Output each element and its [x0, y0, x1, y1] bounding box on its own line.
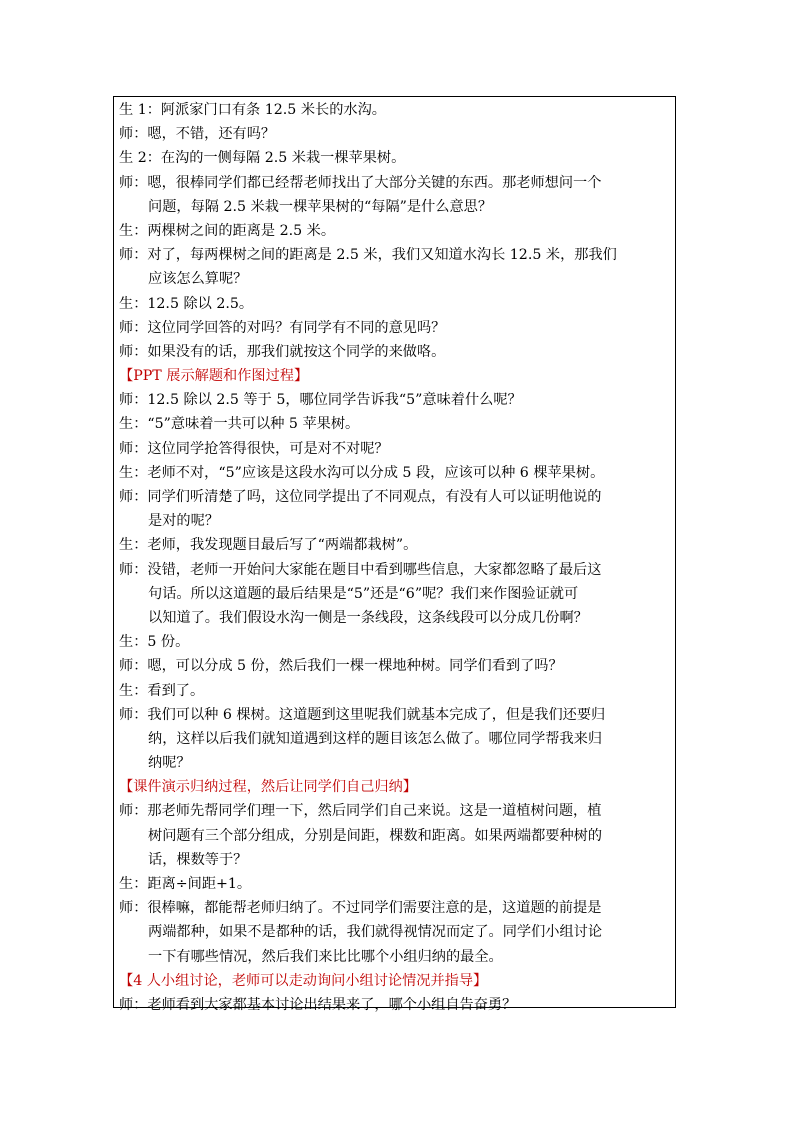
student-line: 生：距离÷间距+1。	[119, 876, 252, 892]
teacher-line: 师：嗯，不错，还有吗？	[119, 126, 276, 143]
teacher-line: 师：对了，每两棵树之间的距离是 2.5 米，我们又知道水沟长 12.5 米，那我们	[119, 247, 617, 264]
teacher-line: 师：没错，老师一开始问大家能在题目中看到哪些信息，大家都忽略了最后这	[119, 561, 602, 578]
student-line: 生：“5”意味着一共可以种 5 苹果树。	[119, 416, 360, 433]
teacher-line: 师：嗯，很棒同学们都已经帮老师找出了大部分关键的东西。那老师想问一个	[119, 174, 602, 191]
student-line: 生：看到了。	[119, 682, 205, 699]
teacher-line: 师：同学们听清楚了吗，这位同学提出了不同观点，有没有人可以证明他说的	[119, 489, 602, 505]
transcript-lines	[119, 98, 671, 1017]
teacher-line: 师：12.5 除以 2.5 等于 5，哪位同学告诉我“5”意味着什么呢？	[119, 392, 522, 409]
teacher-line: 师：很棒嘛，都能帮老师归纳了。不过同学们需要注意的是，这道题的前提是	[119, 900, 602, 917]
student-line: 生：老师，我发现题目最后写了“两端都栽树”。	[119, 537, 418, 554]
teacher-line-continued: 纳呢？	[148, 755, 191, 772]
stage-direction: 【4 人小组讨论，老师可以走动询问小组讨论情况并指导】	[119, 972, 488, 989]
stage-direction: 【PPT 展示解题和作图过程】	[119, 368, 309, 385]
teacher-line-continued: 以知道了。我们假设水沟一侧是一条线段，这条线段可以分成几份啊？	[148, 609, 588, 626]
student-line: 生：5 份。	[119, 634, 190, 651]
teacher-line: 师：老师看到大家都基本讨论出结果来了，哪个小组自告奋勇？	[119, 996, 517, 1013]
teacher-line-continued: 一下有哪些情况，然后我们来比比哪个小组归纳的最全。	[148, 948, 503, 965]
teacher-line-continued: 两端都种，如果不是都种的话，我们就得视情况而定了。同学们小组讨论	[148, 924, 603, 941]
teacher-line: 师：我们可以种 6 棵树。这道题到这里呢我们就基本完成了，但是我们还要归	[119, 706, 606, 723]
stage-direction: 【课件演示归纳过程，然后让同学们自己归纳】	[119, 779, 417, 796]
teacher-line-continued: 应该怎么算呢？	[148, 271, 248, 288]
teacher-line: 师：如果没有的话，那我们就按这个同学的来做咯。	[119, 343, 446, 360]
teacher-line: 师：这位同学抢答得很快，可是对不对呢？	[119, 440, 389, 457]
student-line: 生 2：在沟的一侧每隔 2.5 米栽一棵苹果树。	[119, 150, 406, 167]
teacher-line: 师：那老师先帮同学们理一下，然后同学们自己来说。这是一道植树问题，植	[119, 803, 602, 820]
student-line: 生：12.5 除以 2.5。	[119, 295, 254, 312]
student-line: 生：老师不对，“5”应该是这段水沟可以分成 5 段，应该可以种 6 棵苹果树。	[119, 464, 605, 481]
lesson-transcript-table	[113, 96, 676, 1013]
teacher-line-continued: 纳，这样以后我们就知道遇到这样的题目该怎么做了。哪位同学帮我来归	[148, 730, 603, 747]
teacher-line: 师：嗯，可以分成 5 份，然后我们一棵一棵地种树。同学们看到了吗？	[119, 658, 563, 675]
teacher-line-continued: 问题，每隔 2.5 米栽一棵苹果树的“每隔”是什么意思？	[148, 198, 493, 215]
student-line: 生 1：阿派家门口有条 12.5 米长的水沟。	[119, 102, 386, 118]
teacher-line-continued: 是对的呢？	[148, 513, 219, 530]
student-line: 生：两棵树之间的距离是 2.5 米。	[119, 222, 336, 239]
teacher-line: 师：这位同学回答的对吗？有同学有不同的意见吗？	[119, 319, 446, 336]
teacher-line-continued: 树问题有三个部分组成，分别是间距，棵数和距离。如果两端都要种树的	[148, 827, 603, 844]
teacher-line-continued: 话，棵数等于？	[148, 851, 248, 868]
teacher-line-continued: 句话。所以这道题的最后结果是“5”还是“6”呢？我们来作图验证就可	[148, 585, 579, 602]
